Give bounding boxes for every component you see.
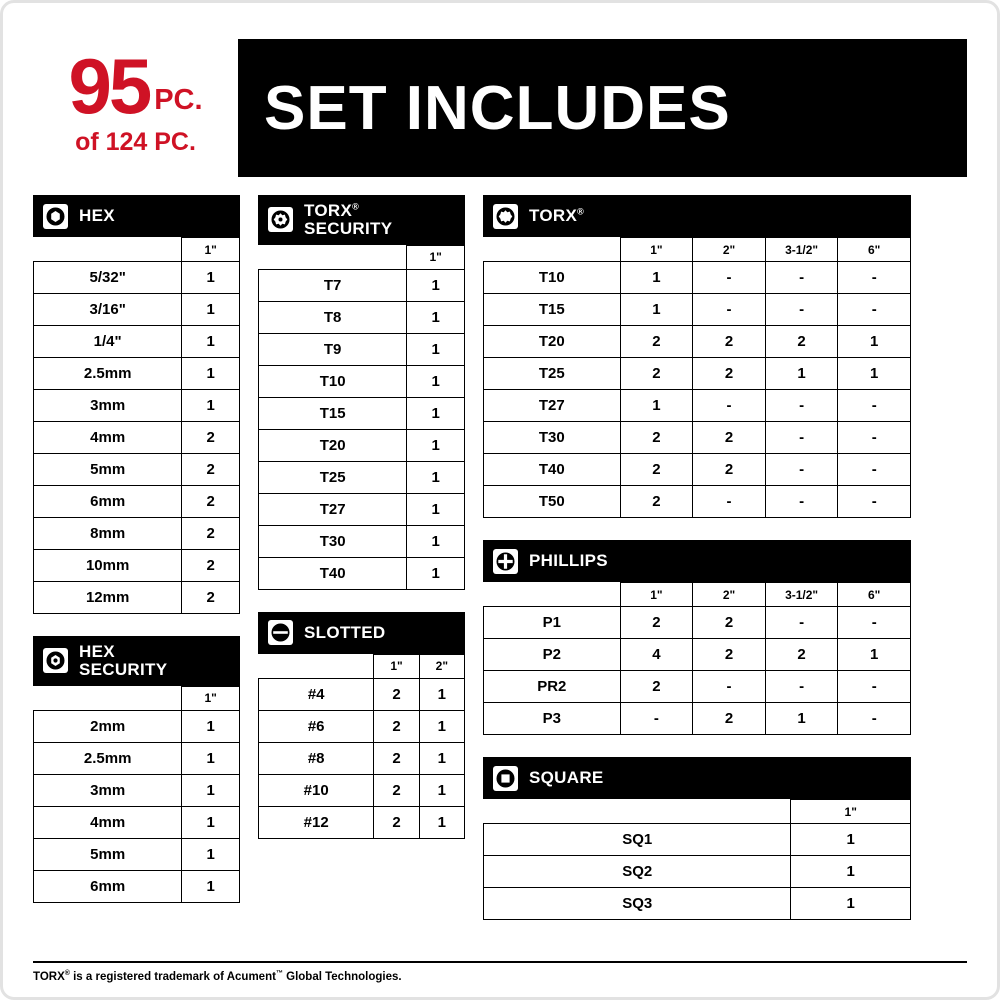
tables-area xyxy=(33,195,967,920)
row-value: - xyxy=(693,671,766,703)
row-value: 2 xyxy=(620,454,693,486)
table-row xyxy=(34,454,240,486)
row-value: - xyxy=(765,294,838,326)
col-head-1in: 1" xyxy=(374,654,419,678)
row-label: T27 xyxy=(259,493,407,525)
row-value: 1 xyxy=(838,358,911,390)
row-label: PR2 xyxy=(484,671,621,703)
row-label: 6mm xyxy=(34,486,182,518)
trademark-note-part-1: TORX xyxy=(33,971,65,983)
column-middle xyxy=(258,195,465,920)
row-value: 1 xyxy=(182,710,240,742)
row-value: 2 xyxy=(182,486,240,518)
square-icon xyxy=(493,766,518,791)
table-row xyxy=(34,710,240,742)
block-hex-header xyxy=(33,195,240,237)
col-head-blank xyxy=(484,583,621,607)
block-phillips xyxy=(483,540,911,735)
table-row xyxy=(259,557,465,589)
row-label: 5mm xyxy=(34,454,182,486)
table-row xyxy=(34,358,240,390)
row-value: 1 xyxy=(182,838,240,870)
trademark-note xyxy=(33,961,967,983)
row-value: 1 xyxy=(182,774,240,806)
row-value: 2 xyxy=(693,703,766,735)
table-row xyxy=(484,856,911,888)
row-label: 2.5mm xyxy=(34,358,182,390)
trademark-note-part-3: Global Technologies. xyxy=(282,971,402,983)
row-label: 1/4" xyxy=(34,326,182,358)
registered-mark: ® xyxy=(64,970,70,978)
table-row xyxy=(259,710,465,742)
table-row xyxy=(34,486,240,518)
row-value: - xyxy=(765,422,838,454)
row-value: - xyxy=(838,422,911,454)
table-row xyxy=(34,390,240,422)
row-value: 2 xyxy=(693,358,766,390)
block-slotted-header xyxy=(258,612,465,654)
table-row xyxy=(259,742,465,774)
col-head-3-5in: 3-1/2" xyxy=(765,583,838,607)
row-value: 1 xyxy=(407,301,465,333)
hex-security-icon xyxy=(43,648,68,673)
col-head-blank xyxy=(34,686,182,710)
table-row xyxy=(34,806,240,838)
trademark-mark: ™ xyxy=(275,970,283,978)
row-value: - xyxy=(765,262,838,294)
title-line-1: HEX xyxy=(79,642,115,661)
row-value: 1 xyxy=(419,742,464,774)
row-value: 1 xyxy=(182,294,240,326)
row-value: 1 xyxy=(407,333,465,365)
table-torx xyxy=(483,237,911,518)
row-value: - xyxy=(838,454,911,486)
row-label: T40 xyxy=(484,454,621,486)
row-value: 2 xyxy=(182,454,240,486)
block-square xyxy=(483,757,911,920)
row-label: T20 xyxy=(259,429,407,461)
hex-socket-icon xyxy=(43,204,68,229)
row-value: 2 xyxy=(693,639,766,671)
row-value: 1 xyxy=(419,678,464,710)
table-row xyxy=(484,607,911,639)
row-value: 1 xyxy=(791,856,911,888)
piece-count xyxy=(33,39,238,177)
title-line-2: SECURITY xyxy=(79,659,168,679)
col-head-2in: 2" xyxy=(693,583,766,607)
block-slotted xyxy=(258,612,465,839)
col-head-1in: 1" xyxy=(407,245,465,269)
table-row xyxy=(259,678,465,710)
col-head-blank xyxy=(259,245,407,269)
table-row xyxy=(484,824,911,856)
row-value: 2 xyxy=(693,326,766,358)
row-value: 1 xyxy=(182,326,240,358)
row-value: - xyxy=(838,486,911,518)
row-value: 2 xyxy=(765,326,838,358)
row-value: - xyxy=(620,703,693,735)
row-label: T40 xyxy=(259,557,407,589)
piece-count-unit: PC. xyxy=(154,83,203,116)
row-value: - xyxy=(838,671,911,703)
row-label: P3 xyxy=(484,703,621,735)
row-value: 1 xyxy=(419,806,464,838)
row-label: 3mm xyxy=(34,390,182,422)
torx-security-icon xyxy=(268,207,293,232)
table-header-row xyxy=(484,583,911,607)
row-label: T30 xyxy=(259,525,407,557)
block-phillips-title: PHILLIPS xyxy=(529,551,608,571)
header xyxy=(33,39,967,177)
block-torx-security-header xyxy=(258,195,465,245)
col-head-2in: 2" xyxy=(419,654,464,678)
slotted-icon xyxy=(268,620,293,645)
row-value: 2 xyxy=(620,326,693,358)
block-hex xyxy=(33,195,240,614)
block-hex-security xyxy=(33,636,240,903)
row-value: - xyxy=(838,262,911,294)
piece-count-row xyxy=(68,42,203,131)
row-value: 1 xyxy=(182,870,240,902)
row-value: 2 xyxy=(182,582,240,614)
col-head-blank xyxy=(259,654,374,678)
row-value: - xyxy=(693,262,766,294)
title-line-1: TORX xyxy=(304,201,353,220)
table-row xyxy=(484,486,911,518)
table-row xyxy=(259,493,465,525)
table-square xyxy=(483,799,911,920)
title-text: TORX xyxy=(529,206,578,226)
col-head-1in: 1" xyxy=(182,238,240,262)
row-value: - xyxy=(765,390,838,422)
col-head-1in: 1" xyxy=(620,238,693,262)
row-value: 1 xyxy=(838,326,911,358)
row-value: - xyxy=(838,607,911,639)
table-row xyxy=(259,269,465,301)
row-value: 2 xyxy=(620,486,693,518)
table-row xyxy=(484,454,911,486)
block-square-title: SQUARE xyxy=(529,768,604,788)
table-row xyxy=(484,639,911,671)
row-value: 1 xyxy=(620,390,693,422)
row-value: 1 xyxy=(838,639,911,671)
table-hex xyxy=(33,237,240,614)
block-torx-title xyxy=(529,207,584,225)
table-row xyxy=(34,262,240,294)
row-value: 2 xyxy=(620,422,693,454)
table-row xyxy=(484,326,911,358)
column-right xyxy=(483,195,911,920)
row-value: 1 xyxy=(407,493,465,525)
piece-count-total: of 124 PC. xyxy=(75,127,196,156)
registered-mark: ® xyxy=(352,201,360,212)
row-label: SQ1 xyxy=(484,824,791,856)
table-header-row xyxy=(34,238,240,262)
table-header-row xyxy=(34,686,240,710)
torx-icon xyxy=(493,204,518,229)
table-row xyxy=(484,422,911,454)
row-label: P1 xyxy=(484,607,621,639)
row-label: T20 xyxy=(484,326,621,358)
row-label: T9 xyxy=(259,333,407,365)
row-label: #6 xyxy=(259,710,374,742)
table-row xyxy=(34,774,240,806)
row-value: 2 xyxy=(374,774,419,806)
row-label: T10 xyxy=(484,262,621,294)
row-label: T30 xyxy=(484,422,621,454)
row-value: 2 xyxy=(374,742,419,774)
row-value: 1 xyxy=(407,461,465,493)
row-value: 1 xyxy=(182,358,240,390)
row-label: T10 xyxy=(259,365,407,397)
block-hex-security-title xyxy=(79,643,167,679)
registered-mark: ® xyxy=(577,206,585,217)
row-label: SQ3 xyxy=(484,888,791,920)
row-value: 2 xyxy=(765,639,838,671)
table-header-row xyxy=(484,800,911,824)
block-torx-security xyxy=(258,195,465,590)
col-head-1in: 1" xyxy=(791,800,911,824)
row-value: 2 xyxy=(620,671,693,703)
col-head-blank xyxy=(484,800,791,824)
table-row xyxy=(484,671,911,703)
col-head-blank xyxy=(34,238,182,262)
table-header-row xyxy=(484,238,911,262)
table-hex-security xyxy=(33,686,240,903)
row-value: - xyxy=(693,390,766,422)
row-value: 1 xyxy=(182,806,240,838)
row-value: 1 xyxy=(407,365,465,397)
piece-count-number: 95 xyxy=(68,42,150,131)
column-left xyxy=(33,195,240,920)
row-label: T15 xyxy=(259,397,407,429)
row-label: 5mm xyxy=(34,838,182,870)
row-label: #4 xyxy=(259,678,374,710)
row-value: 2 xyxy=(182,550,240,582)
row-value: 1 xyxy=(791,824,911,856)
row-value: 1 xyxy=(182,390,240,422)
row-value: 2 xyxy=(182,422,240,454)
table-row xyxy=(34,518,240,550)
table-row xyxy=(259,301,465,333)
table-row xyxy=(259,397,465,429)
row-value: 2 xyxy=(620,607,693,639)
table-header-row xyxy=(259,654,465,678)
table-row xyxy=(259,806,465,838)
row-label: #12 xyxy=(259,806,374,838)
row-value: 1 xyxy=(419,774,464,806)
page-title: SET INCLUDES xyxy=(264,73,731,143)
table-torx-security xyxy=(258,245,465,590)
row-value: - xyxy=(693,486,766,518)
col-head-1in: 1" xyxy=(620,583,693,607)
row-value: - xyxy=(693,294,766,326)
row-value: 2 xyxy=(374,710,419,742)
row-value: 1 xyxy=(620,294,693,326)
table-row xyxy=(259,774,465,806)
row-label: 8mm xyxy=(34,518,182,550)
title-line-2: SECURITY xyxy=(304,218,393,238)
table-row xyxy=(259,525,465,557)
table-slotted xyxy=(258,654,465,839)
table-row xyxy=(34,294,240,326)
table-row xyxy=(34,838,240,870)
row-label: 6mm xyxy=(34,870,182,902)
block-hex-title: HEX xyxy=(79,206,115,226)
row-value: 1 xyxy=(407,525,465,557)
row-label: T27 xyxy=(484,390,621,422)
row-value: - xyxy=(765,486,838,518)
row-label: 4mm xyxy=(34,422,182,454)
row-value: 1 xyxy=(620,262,693,294)
row-value: - xyxy=(765,454,838,486)
col-head-3-5in: 3-1/2" xyxy=(765,238,838,262)
row-label: 4mm xyxy=(34,806,182,838)
row-value: 1 xyxy=(182,262,240,294)
table-row xyxy=(484,294,911,326)
row-value: 2 xyxy=(374,806,419,838)
row-label: 3mm xyxy=(34,774,182,806)
block-torx-security-title xyxy=(304,202,392,238)
block-torx xyxy=(483,195,911,518)
row-label: 5/32" xyxy=(34,262,182,294)
table-row xyxy=(259,365,465,397)
row-label: T7 xyxy=(259,269,407,301)
row-value: 1 xyxy=(407,557,465,589)
row-label: #10 xyxy=(259,774,374,806)
block-torx-header xyxy=(483,195,911,237)
row-value: 2 xyxy=(374,678,419,710)
row-label: T25 xyxy=(259,461,407,493)
table-row xyxy=(484,888,911,920)
block-square-header xyxy=(483,757,911,799)
block-phillips-header xyxy=(483,540,911,582)
row-label: SQ2 xyxy=(484,856,791,888)
table-row xyxy=(34,582,240,614)
col-head-2in: 2" xyxy=(693,238,766,262)
row-value: 2 xyxy=(620,358,693,390)
row-value: 1 xyxy=(407,429,465,461)
row-value: 4 xyxy=(620,639,693,671)
row-value: 1 xyxy=(407,397,465,429)
table-row xyxy=(34,326,240,358)
table-header-row xyxy=(259,245,465,269)
trademark-note-part-2: is a registered trademark of Acument xyxy=(69,971,276,983)
row-value: 1 xyxy=(407,269,465,301)
table-row xyxy=(259,429,465,461)
table-row xyxy=(259,461,465,493)
row-label: T15 xyxy=(484,294,621,326)
row-value: - xyxy=(838,703,911,735)
row-value: 2 xyxy=(693,607,766,639)
table-row xyxy=(484,358,911,390)
row-label: 3/16" xyxy=(34,294,182,326)
row-label: 2.5mm xyxy=(34,742,182,774)
phillips-icon xyxy=(493,549,518,574)
table-row xyxy=(484,262,911,294)
block-hex-security-header xyxy=(33,636,240,686)
row-label: T50 xyxy=(484,486,621,518)
col-head-6in: 6" xyxy=(838,238,911,262)
col-head-1in: 1" xyxy=(182,686,240,710)
row-value: 2 xyxy=(182,518,240,550)
row-label: #8 xyxy=(259,742,374,774)
row-value: - xyxy=(765,607,838,639)
table-row xyxy=(34,422,240,454)
row-label: 12mm xyxy=(34,582,182,614)
row-value: - xyxy=(838,390,911,422)
table-row xyxy=(484,390,911,422)
row-label: T25 xyxy=(484,358,621,390)
table-phillips xyxy=(483,582,911,735)
block-slotted-title: SLOTTED xyxy=(304,622,386,642)
row-value: 2 xyxy=(693,454,766,486)
row-value: - xyxy=(765,671,838,703)
row-label: 2mm xyxy=(34,710,182,742)
row-value: 1 xyxy=(182,742,240,774)
col-head-blank xyxy=(484,238,621,262)
row-label: 10mm xyxy=(34,550,182,582)
header-banner xyxy=(238,39,967,177)
row-label: T8 xyxy=(259,301,407,333)
row-value: 1 xyxy=(765,703,838,735)
row-label: P2 xyxy=(484,639,621,671)
table-row xyxy=(259,333,465,365)
table-row xyxy=(34,870,240,902)
row-value: - xyxy=(838,294,911,326)
table-row xyxy=(484,703,911,735)
table-row xyxy=(34,742,240,774)
table-row xyxy=(34,550,240,582)
col-head-6in: 6" xyxy=(838,583,911,607)
row-value: 1 xyxy=(791,888,911,920)
row-value: 1 xyxy=(419,710,464,742)
row-value: 2 xyxy=(693,422,766,454)
row-value: 1 xyxy=(765,358,838,390)
